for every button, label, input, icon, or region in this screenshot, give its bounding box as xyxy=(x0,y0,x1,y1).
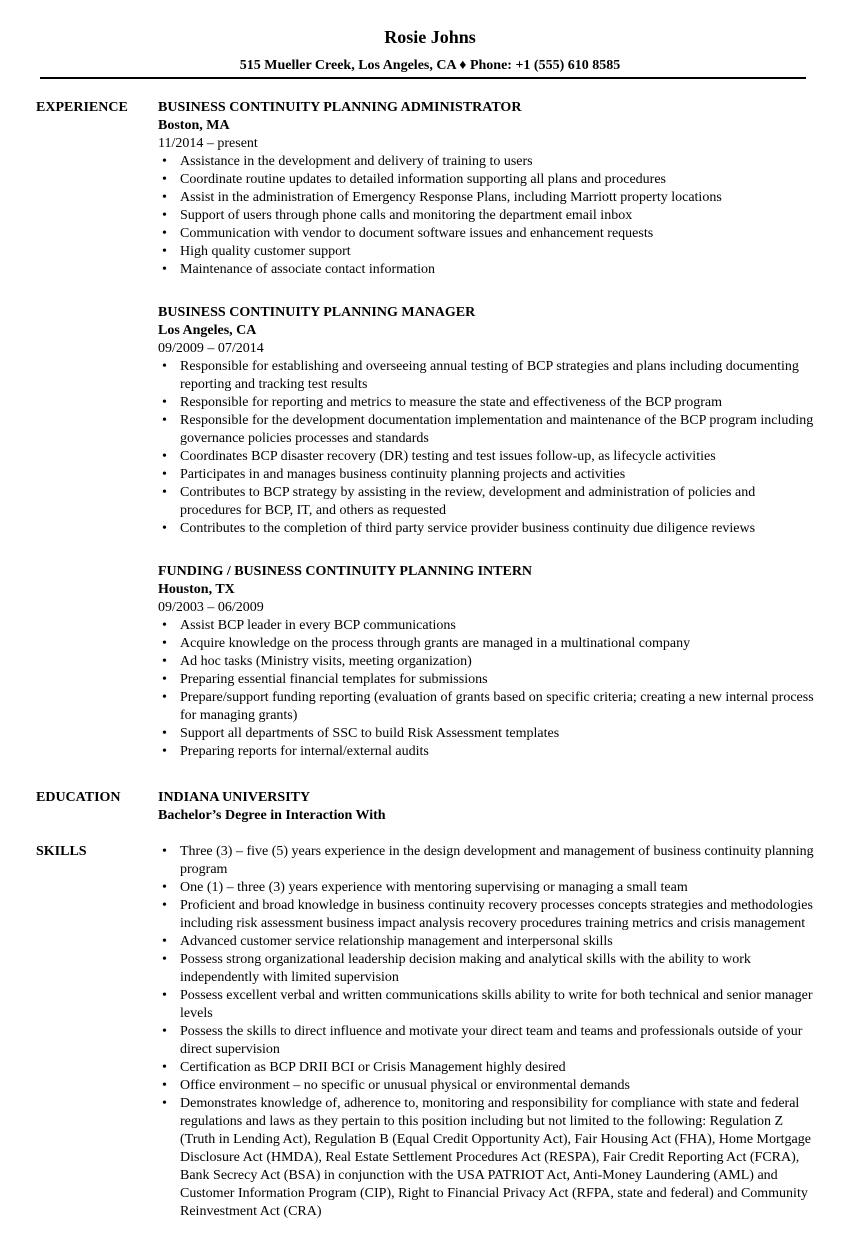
list-item: • Support all departments of SSC to build Risk Assessment templates xyxy=(158,725,818,743)
job-dates: 09/2003 – 06/2009 xyxy=(158,600,264,615)
list-item: • Possess strong organizational leadership decision making and analytical skills with the ability to work independently with limited supervision xyxy=(158,951,818,987)
list-item: • Coordinate routine updates to detailed information supporting all plans and procedures xyxy=(158,171,818,189)
list-item: • Office environment – no specific or unusual physical or environmental demands xyxy=(158,1077,818,1095)
list-item: • Demonstrates knowledge of, adherence to, monitoring and responsibility for compliance with state and federal regulations and laws as they pertain to this position including but not limited to the following: Regulation Z (Truth in Lending Act), Regulation B (Equal Credit Opportunity Act), Fair Housing Act (FHA), Home Mortgage Disclosure Act (HMDA), Real Estate Settlement Procedures Act (RESPA), Fair Credit Reporting Act (FCRA), Bank Secrecy Act (BSA) in conjunction with the USA PATRIOT Act, Anti-Money Laundering (AML) and Customer Information Program (CIP), Right to Financial Privacy Act (RFPA, state and federal) and Community Reinvestment Act (CRA) xyxy=(158,1095,818,1221)
section-label-experience: EXPERIENCE xyxy=(36,100,128,115)
job-bullets xyxy=(158,617,818,761)
list-item: • Three (3) – five (5) years experience in the design development and management of business continuity planning program xyxy=(158,843,818,879)
job-title: FUNDING / BUSINESS CONTINUITY PLANNING INTERN xyxy=(158,564,533,579)
list-item: • High quality customer support xyxy=(158,243,818,261)
list-item: • Assist BCP leader in every BCP communications xyxy=(158,617,818,635)
job-entry xyxy=(158,99,818,279)
list-item: • Responsible for reporting and metrics to measure the state and effectiveness of the BCP program xyxy=(158,394,818,412)
list-item: • Possess the skills to direct influence and motivate your direct team and teams and professionals outside of your direct supervision xyxy=(158,1023,818,1059)
education-section xyxy=(0,789,860,825)
skills-list xyxy=(158,843,818,1221)
list-item: • Prepare/support funding reporting (evaluation of grants based on specific criteria; creating a new internal process for managing grants) xyxy=(158,689,818,725)
list-item: • Ad hoc tasks (Ministry visits, meeting organization) xyxy=(158,653,818,671)
list-item: • Advanced customer service relationship management and interpersonal skills xyxy=(158,933,818,951)
job-entry xyxy=(158,304,818,538)
list-item: • Responsible for the development documentation implementation and maintenance of the BCP program including governance policies processes and standards xyxy=(158,412,818,448)
candidate-name: Rosie Johns xyxy=(384,27,476,47)
list-item: • Participates in and manages business continuity planning projects and activities xyxy=(158,466,818,484)
section-label-skills: SKILLS xyxy=(36,844,87,859)
job-dates: 09/2009 – 07/2014 xyxy=(158,341,264,356)
job-location: Boston, MA xyxy=(158,118,230,133)
list-item: • Preparing reports for internal/external audits xyxy=(158,743,818,761)
list-item: • Certification as BCP DRII BCI or Crisis Management highly desired xyxy=(158,1059,818,1077)
list-item: • Support of users through phone calls and monitoring the department email inbox xyxy=(158,207,818,225)
list-item: • One (1) – three (3) years experience with mentoring supervising or managing a small team xyxy=(158,879,818,897)
experience-section xyxy=(0,99,860,761)
list-item: • Maintenance of associate contact information xyxy=(158,261,818,279)
list-item: • Possess excellent verbal and written communications skills ability to write for both technical and senior manager levels xyxy=(158,987,818,1023)
degree: Bachelor’s Degree in Interaction With xyxy=(158,808,386,823)
job-title: BUSINESS CONTINUITY PLANNING ADMINISTRATOR xyxy=(158,100,522,115)
list-item: • Coordinates BCP disaster recovery (DR) testing and test issues follow-up, as lifecycle activities xyxy=(158,448,818,466)
list-item: • Assist in the administration of Emergency Response Plans, including Marriott property locations xyxy=(158,189,818,207)
list-item: • Contributes to BCP strategy by assisting in the review, development and administration of policies and procedures for BCP, IT, and others as requested xyxy=(158,484,818,520)
list-item: • Assistance in the development and delivery of training to users xyxy=(158,153,818,171)
list-item: • Preparing essential financial templates for submissions xyxy=(158,671,818,689)
job-bullets xyxy=(158,153,818,279)
school-name: INDIANA UNIVERSITY xyxy=(158,790,311,805)
job-location: Los Angeles, CA xyxy=(158,323,257,338)
job-title: BUSINESS CONTINUITY PLANNING MANAGER xyxy=(158,305,476,320)
job-entry xyxy=(158,563,818,761)
contact-line: 515 Mueller Creek, Los Angeles, CA ♦ Phone: +1 (555) 610 8585 xyxy=(239,58,621,73)
resume-header xyxy=(0,0,860,75)
list-item: • Proficient and broad knowledge in business continuity recovery processes concepts strategies and methodologies including risk assessment business impact analysis recovery procedures training metrics and crisis management xyxy=(158,897,818,933)
list-item: • Contributes to the completion of third party service provider business continuity due diligence reviews xyxy=(158,520,818,538)
section-label-education: EDUCATION xyxy=(36,790,121,805)
list-item: • Acquire knowledge on the process through grants are managed in a multinational company xyxy=(158,635,818,653)
list-item: • Communication with vendor to document software issues and enhancement requests xyxy=(158,225,818,243)
job-bullets xyxy=(158,358,818,538)
list-item: • Responsible for establishing and overseeing annual testing of BCP strategies and plans including documenting reporting and tracking test results xyxy=(158,358,818,394)
job-dates: 11/2014 – present xyxy=(158,136,258,151)
skills-section xyxy=(0,843,860,1221)
job-location: Houston, TX xyxy=(158,582,235,597)
header-divider xyxy=(40,77,806,79)
